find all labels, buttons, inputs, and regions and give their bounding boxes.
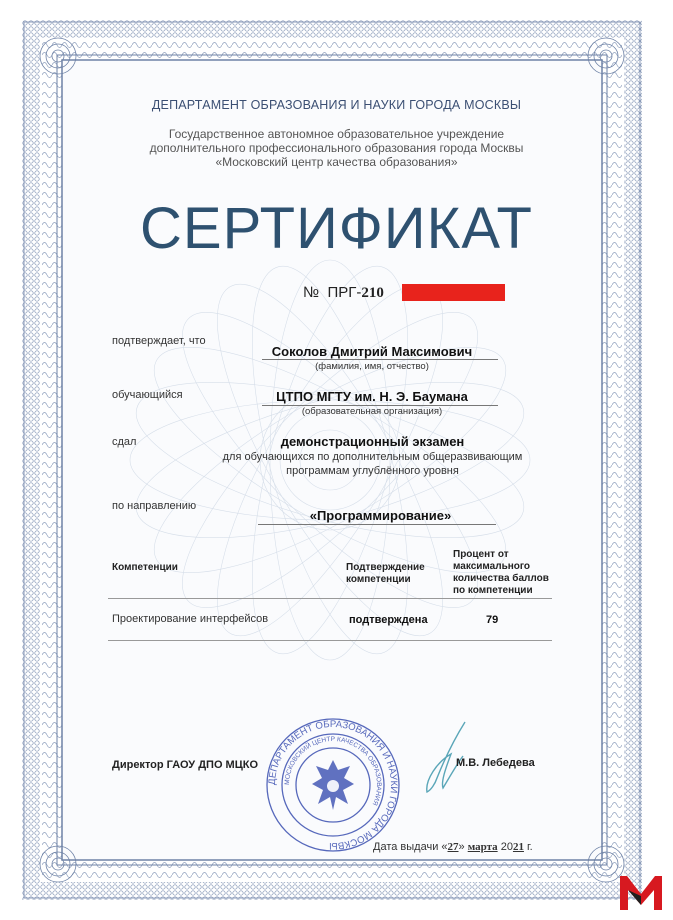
issue-date-end: г.	[527, 841, 533, 853]
col-header-percent-4: по компетенции	[453, 585, 533, 596]
competency-status: подтверждена	[349, 614, 428, 626]
col-header-percent-2: максимального	[453, 561, 531, 572]
direction-underline	[258, 524, 496, 525]
col-header-confirmation-1: Подтверждение	[346, 562, 425, 573]
institution-line-3: «Московский центр качества образования»	[215, 155, 458, 169]
issue-date-quote: »	[458, 841, 465, 853]
holder-name: Соколов Дмитрий Максимович	[271, 344, 473, 359]
exam-description-2: программам углублённого уровня	[286, 465, 459, 477]
competency-name: Проектирование интерфейсов	[112, 613, 269, 625]
table-row-rule	[108, 640, 552, 641]
exam-type: демонстрационный экзамен	[280, 434, 465, 449]
issue-year-suffix: 21	[512, 841, 524, 853]
director-label: Директор ГАОУ ДПО МЦКО	[112, 759, 259, 771]
col-header-percent-3: количества баллов	[453, 573, 549, 584]
number-prefix: ПРГ-	[327, 284, 362, 301]
organization-name: ЦТПО МГТУ им. Н. Э. Баумана	[276, 389, 468, 404]
institution-line-1: Государственное автономное образовательное учреждение	[168, 127, 505, 141]
director-name: М.В. Лебедева	[456, 757, 535, 769]
issue-year-prefix: 20	[500, 841, 513, 853]
seal-outer-text: ДЕПАРТАМЕНТ ОБРАЗОВАНИЯ И НАУКИ ГОРОДА МОСКВЫ	[266, 718, 400, 852]
seal-inner-text: МОСКОВСКИЙ ЦЕНТР КАЧЕСТВА ОБРАЗОВАНИЯ	[283, 735, 383, 807]
col-header-percent-1: Процент от	[453, 549, 509, 560]
issue-month: марта	[467, 841, 498, 853]
table-header-rule	[108, 598, 552, 599]
issue-date-prefix: Дата выдачи «	[373, 841, 448, 853]
issue-day: 27	[447, 841, 459, 853]
confirms-label: подтверждает, что	[112, 335, 206, 347]
col-header-confirmation-2: компетенции	[346, 574, 411, 585]
m-logo-icon	[617, 872, 665, 912]
redaction-bar	[402, 284, 505, 301]
name-caption: (фамилия, имя, отчество)	[315, 361, 429, 372]
issue-date	[373, 841, 533, 853]
exam-description-1: для обучающихся по дополнительным общеразвивающим	[222, 451, 523, 463]
official-seal	[264, 716, 402, 854]
col-header-competencies: Компетенции	[112, 562, 178, 573]
direction-value: «Программирование»	[309, 508, 452, 523]
name-underline	[262, 359, 498, 360]
passed-label: сдал	[112, 436, 137, 448]
certificate-number	[303, 284, 384, 302]
institution-line-2: дополнительного профессионального образования города Москвы	[149, 141, 524, 155]
number-digits: 210	[361, 285, 384, 301]
number-sign: №	[303, 284, 320, 301]
certificate-title: СЕРТИФИКАТ	[140, 196, 533, 261]
organization-caption: (образовательная организация)	[301, 406, 443, 417]
competency-percent: 79	[486, 614, 499, 626]
direction-label: по направлению	[112, 500, 197, 512]
student-label: обучающийся	[112, 389, 183, 401]
department-heading: ДЕПАРТАМЕНТ ОБРАЗОВАНИЯ И НАУКИ ГОРОДА МОСКВЫ	[151, 98, 522, 112]
